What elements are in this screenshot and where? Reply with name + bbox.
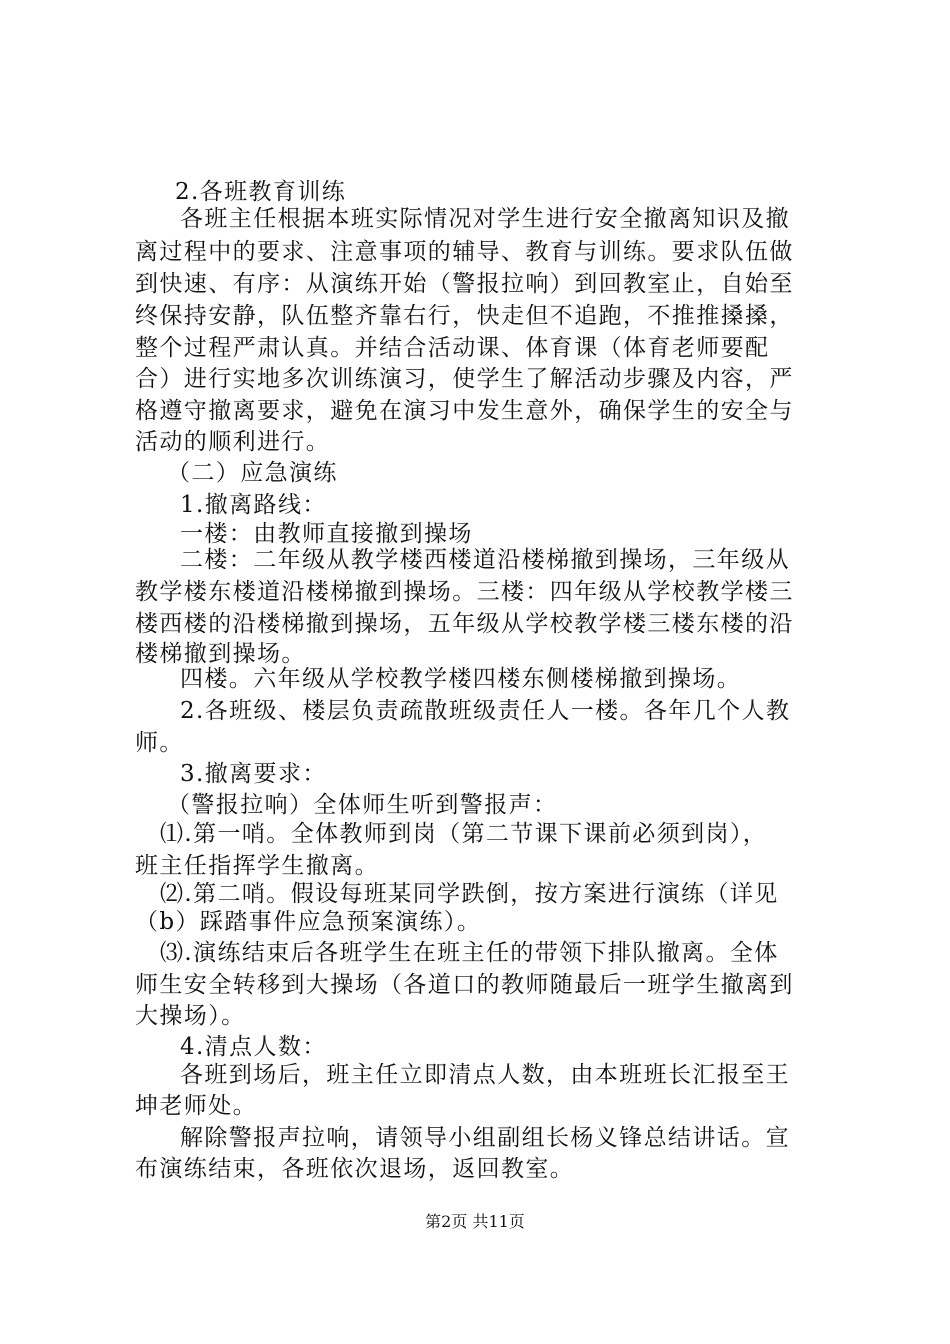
paragraph-line: 格遵守撤离要求，避免在演习中发生意外，确保学生的安全与 (135, 398, 794, 424)
section-heading: 4.清点人数： (180, 1034, 327, 1060)
paragraph-line: 离过程中的要求、注意事项的辅导、教育与训练。要求队伍做 (135, 239, 794, 265)
paragraph-line: （警报拉响）全体师生听到警报声： (167, 792, 558, 818)
paragraph-line: 教学楼东楼道沿楼梯撤到操场。三楼：四年级从学校教学楼三 (135, 579, 794, 605)
paragraph-line: 师。 (135, 730, 184, 756)
section-heading: 3.撤离要求： (180, 761, 327, 787)
paragraph-line: （b）踩踏事件应急预案演练）。 (135, 909, 482, 935)
paragraph-line: 解除警报声拉响，请领导小组副组长杨义锋总结讲话。宣 (180, 1125, 790, 1151)
paragraph-line: 楼梯撤到操场。 (135, 641, 306, 667)
page-number: 第2页 共11页 (425, 1212, 525, 1231)
paragraph-line: 整个过程严肃认真。并结合活动课、体育课（体育老师要配 (135, 335, 770, 361)
section-heading: 2.各班教育训练 (175, 179, 347, 205)
paragraph-line: 到快速、有序：从演练开始（警报拉响）到回教室止，自始至 (135, 271, 794, 297)
paragraph-line: 坤老师处。 (135, 1093, 257, 1119)
paragraph-line: 楼西楼的沿楼梯撤到操场，五年级从学校教学楼三楼东楼的沿 (135, 611, 794, 637)
paragraph-line: 一楼：由教师直接撤到操场 (180, 521, 473, 547)
paragraph-line: 布演练结束，各班依次退场，返回教室。 (135, 1156, 575, 1182)
list-item: ⑶.演练结束后各班学生在班主任的带领下排队撤离。全体 (160, 940, 779, 966)
paragraph-line: 终保持安静，队伍整齐靠右行，快走但不追跑，不推推搡搡， (135, 303, 794, 329)
paragraph-line: 师生安全转移到大操场（各道口的教师随最后一班学生撤离到 (135, 972, 794, 998)
list-item: ⑴.第一哨。全体教师到岗（第二节课下课前必须到岗）， (160, 821, 768, 847)
section-heading: 1.撤离路线： (180, 492, 327, 518)
paragraph-line: 大操场）。 (135, 1003, 246, 1029)
list-item: ⑵.第二哨。假设每班某同学跌倒，按方案进行演练（详见 (160, 881, 779, 907)
section-heading: （二）应急演练 (167, 460, 338, 486)
paragraph-line: 2.各班级、楼层负责疏散班级责任人一楼。各年几个人教 (180, 698, 791, 724)
paragraph-line: 四楼。六年级从学校教学楼四楼东侧楼梯撤到操场。 (180, 666, 742, 692)
paragraph-line: 各班主任根据本班实际情况对学生进行安全撤离知识及撤 (180, 206, 790, 232)
paragraph-line: 活动的顺利进行。 (135, 429, 331, 455)
paragraph-line: 合）进行实地多次训练演习，使学生了解活动步骤及内容，严 (135, 366, 794, 392)
paragraph-line: 二楼：二年级从教学楼西楼道沿楼梯撤到操场，三年级从 (180, 547, 790, 573)
paragraph-line: 各班到场后，班主任立即清点人数，由本班班长汇报至王 (180, 1062, 790, 1088)
paragraph-line: 班主任指挥学生撤离。 (135, 853, 379, 879)
